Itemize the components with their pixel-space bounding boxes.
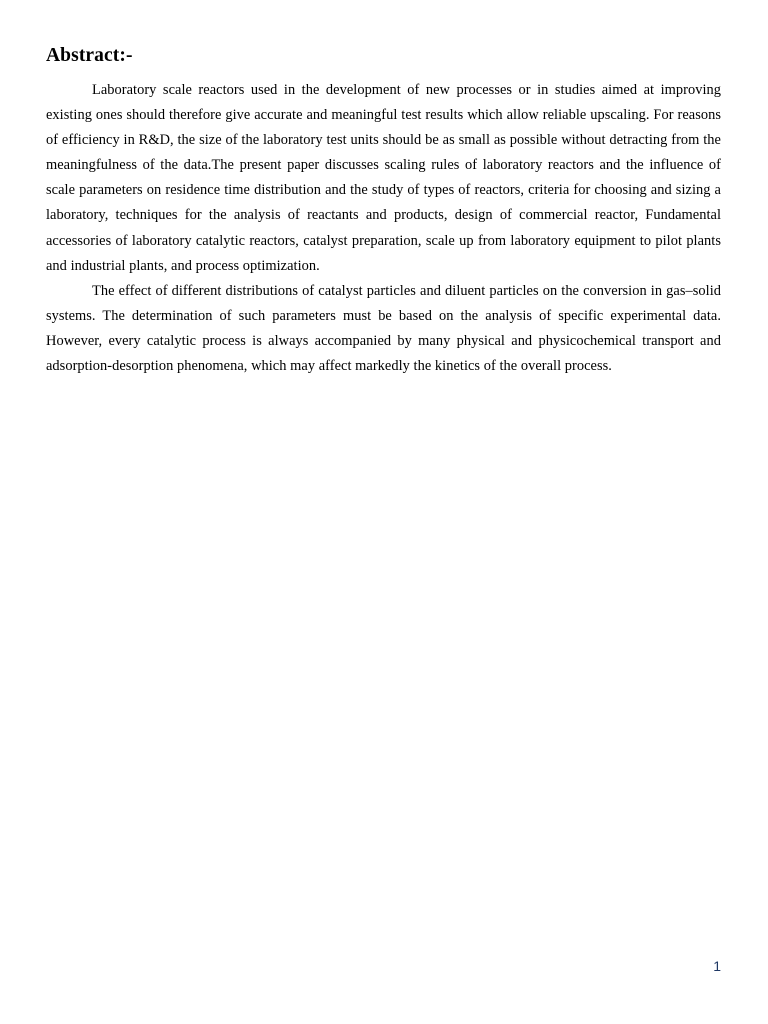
abstract-body (46, 78, 721, 379)
page-number: 1 (713, 958, 721, 974)
abstract-heading: Abstract:- (46, 45, 133, 66)
abstract-paragraph-1: Laboratory scale reactors used in the development of new processes or in studies aimed at improving existing ones should therefore give accurate and meaningful test results which allow reliable upscaling. For reasons of efficiency in R&D, the size of the laboratory test units should be as small as possible without detracting from the meaningfulness of the data.The present paper discusses scaling rules of laboratory reactors and the influence of scale parameters on residence time distribution and the study of types of reactors, criteria for choosing and sizing a laboratory, techniques for the analysis of reactants and products, design of commercial reactor, Fundamental accessories of laboratory catalytic reactors, catalyst preparation, scale up from laboratory equipment to pilot plants and industrial plants, and process optimization. (46, 82, 721, 274)
abstract-paragraph-2: The effect of different distributions of catalyst particles and diluent particles on the conversion in gas–solid systems. The determination of such parameters must be based on the analysis of specific experimental data. However, every catalytic process is always accompanied by many physical and physicochemical transport and adsorption-desorption phenomena, which may affect markedly the kinetics of the overall process. (46, 282, 721, 375)
